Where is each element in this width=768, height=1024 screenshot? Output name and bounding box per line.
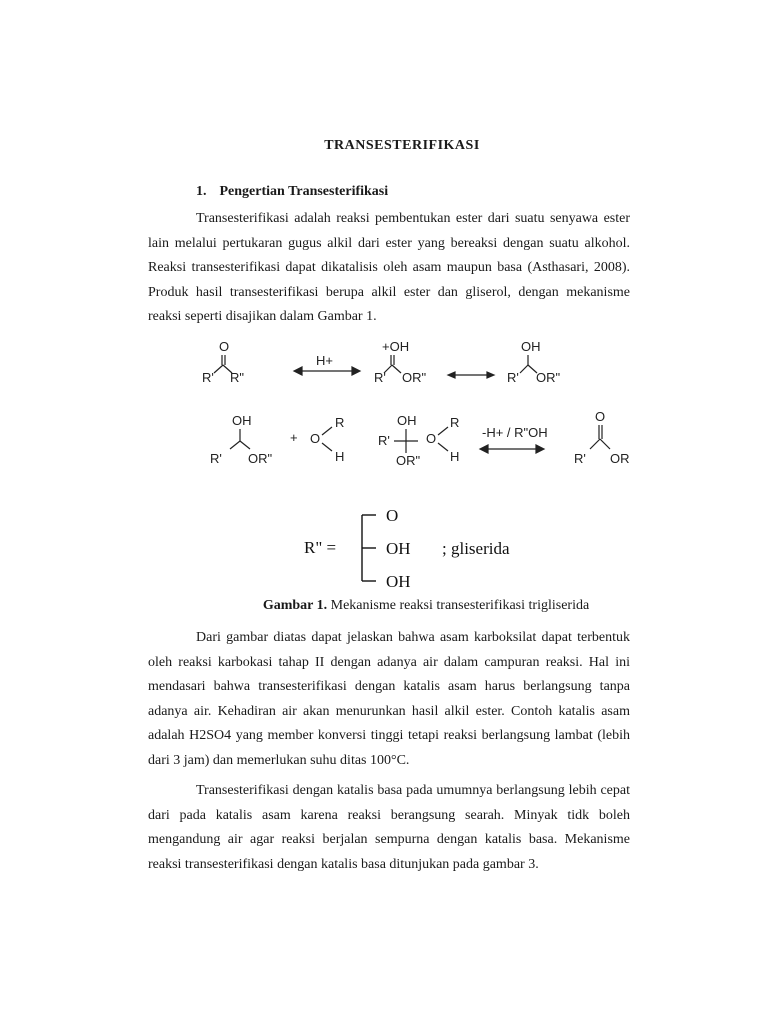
protonated-or2-label: OR" (402, 370, 427, 385)
product-ester-structure (590, 425, 610, 449)
equilibrium-arrow-1 (294, 367, 360, 375)
protonated-r1-label: R' (374, 370, 386, 385)
ester-r2-label: R" (230, 370, 245, 385)
product-r1-label: R' (574, 451, 586, 466)
carbocation-oh-label: OH (521, 339, 541, 354)
product-or-label: OR (610, 451, 630, 466)
ester-r1-label: R' (202, 370, 214, 385)
gliserida-label: ; gliserida (442, 539, 510, 558)
alcohol-o-label: O (310, 431, 321, 446)
product-o-label: O (595, 409, 606, 424)
section-number: 1. (196, 184, 207, 199)
resonance-arrow (448, 372, 494, 378)
carbocation-2-r1-label: R' (210, 451, 222, 466)
intermediate-r-label: R (450, 415, 460, 430)
intermediate-oh-label: OH (397, 413, 417, 428)
figure-caption-label: Gambar 1. (262, 598, 328, 613)
h-plus-label: H+ (316, 353, 333, 368)
alcohol-structure (322, 427, 332, 451)
figure-caption (0, 598, 768, 614)
intermediate-or2-label: OR" (396, 453, 421, 468)
glyceride-o-label: O (386, 506, 399, 525)
paragraph-acid-catalyst: Dari gambar diatas dapat jelaskan bahwa asam karboksilat dapat terbentuk oleh reaksi karbokasi tahap II dengan adanya air dalam campuran reaksi. Hal ini mendasari bahwa transesterifikasi dengan katalis asam harus berlangsung tanpa adanya air. Kehadiran air akan menurunkan hasil alkil ester. Contoh katalis asam adalah H2SO4 yang member konversi tinggi tetapi reaksi berlangsung lambat (lebih dari 3 jam) dan memerlukan suhu ditas 100°C. (148, 630, 630, 768)
minus-h-roh-label: -H+ / R"OH (482, 425, 548, 440)
section-title: Pengertian Transesterifikasi (219, 184, 389, 199)
carbocation-or2-label: OR" (536, 370, 561, 385)
intermediate-r1-label: R' (378, 433, 390, 448)
reaction-mechanism-figure (190, 335, 660, 595)
carbocation-r1-label: R' (507, 370, 519, 385)
tetrahedral-intermediate-structure (394, 427, 448, 453)
plus-sign: + (290, 430, 298, 445)
reaction-mechanism-diagram (190, 335, 660, 595)
glyceride-bracket (362, 515, 376, 581)
paragraph-intro: Transesterifikasi adalah reaksi pembentukan ester dari suatu senyawa ester lain melalui pertukaran gugus alkil dari ester yang bereaksi dengan suatu alkohol. Reaksi transesterifikasi dapat dikatalisis oleh asam maupun basa (Asthasari, 2008). Produk hasil transesterifikasi berupa alkil ester dan gliserol, dengan mekanisme reaksi seperti disajikan dalam Gambar 1. (148, 211, 630, 324)
alcohol-h-label: H (335, 449, 345, 464)
carbocation-2-or2-label: OR" (248, 451, 273, 466)
section-heading (196, 184, 388, 200)
glyceride-oh-label-2: OH (386, 572, 411, 591)
carbocation-2-oh-label: OH (232, 413, 252, 428)
document-title: TRANSESTERIFIKASI (324, 138, 480, 153)
protonated-ester-structure (384, 355, 401, 373)
carbocation-structure (520, 355, 537, 373)
r2-equals-label: R" = (304, 538, 337, 557)
protonated-oh-label: +OH (382, 339, 410, 354)
intermediate-h-label: H (450, 449, 460, 464)
paragraph-base-catalyst: Transesterifikasi dengan katalis basa pada umumnya berlangsung lebih cepat dari pada katalis asam karena reaksi berangsung searah. Minyak tidk boleh mengandung air agar reaksi berjalan sempurna dengan katalis basa. Mekanisme reaksi transesterifikasi dengan katalis basa ditunjukan pada gambar 3. (148, 783, 630, 872)
alcohol-r-label: R (335, 415, 345, 430)
intermediate-o-label: O (426, 431, 437, 446)
carbocation-2-structure (230, 429, 250, 449)
equilibrium-arrow-2 (480, 445, 544, 453)
ester-o-label: O (219, 339, 230, 354)
figure-caption-text: Mekanisme reaksi transesterifikasi trigliserida (327, 598, 590, 613)
glyceride-oh-label-1: OH (386, 539, 411, 558)
